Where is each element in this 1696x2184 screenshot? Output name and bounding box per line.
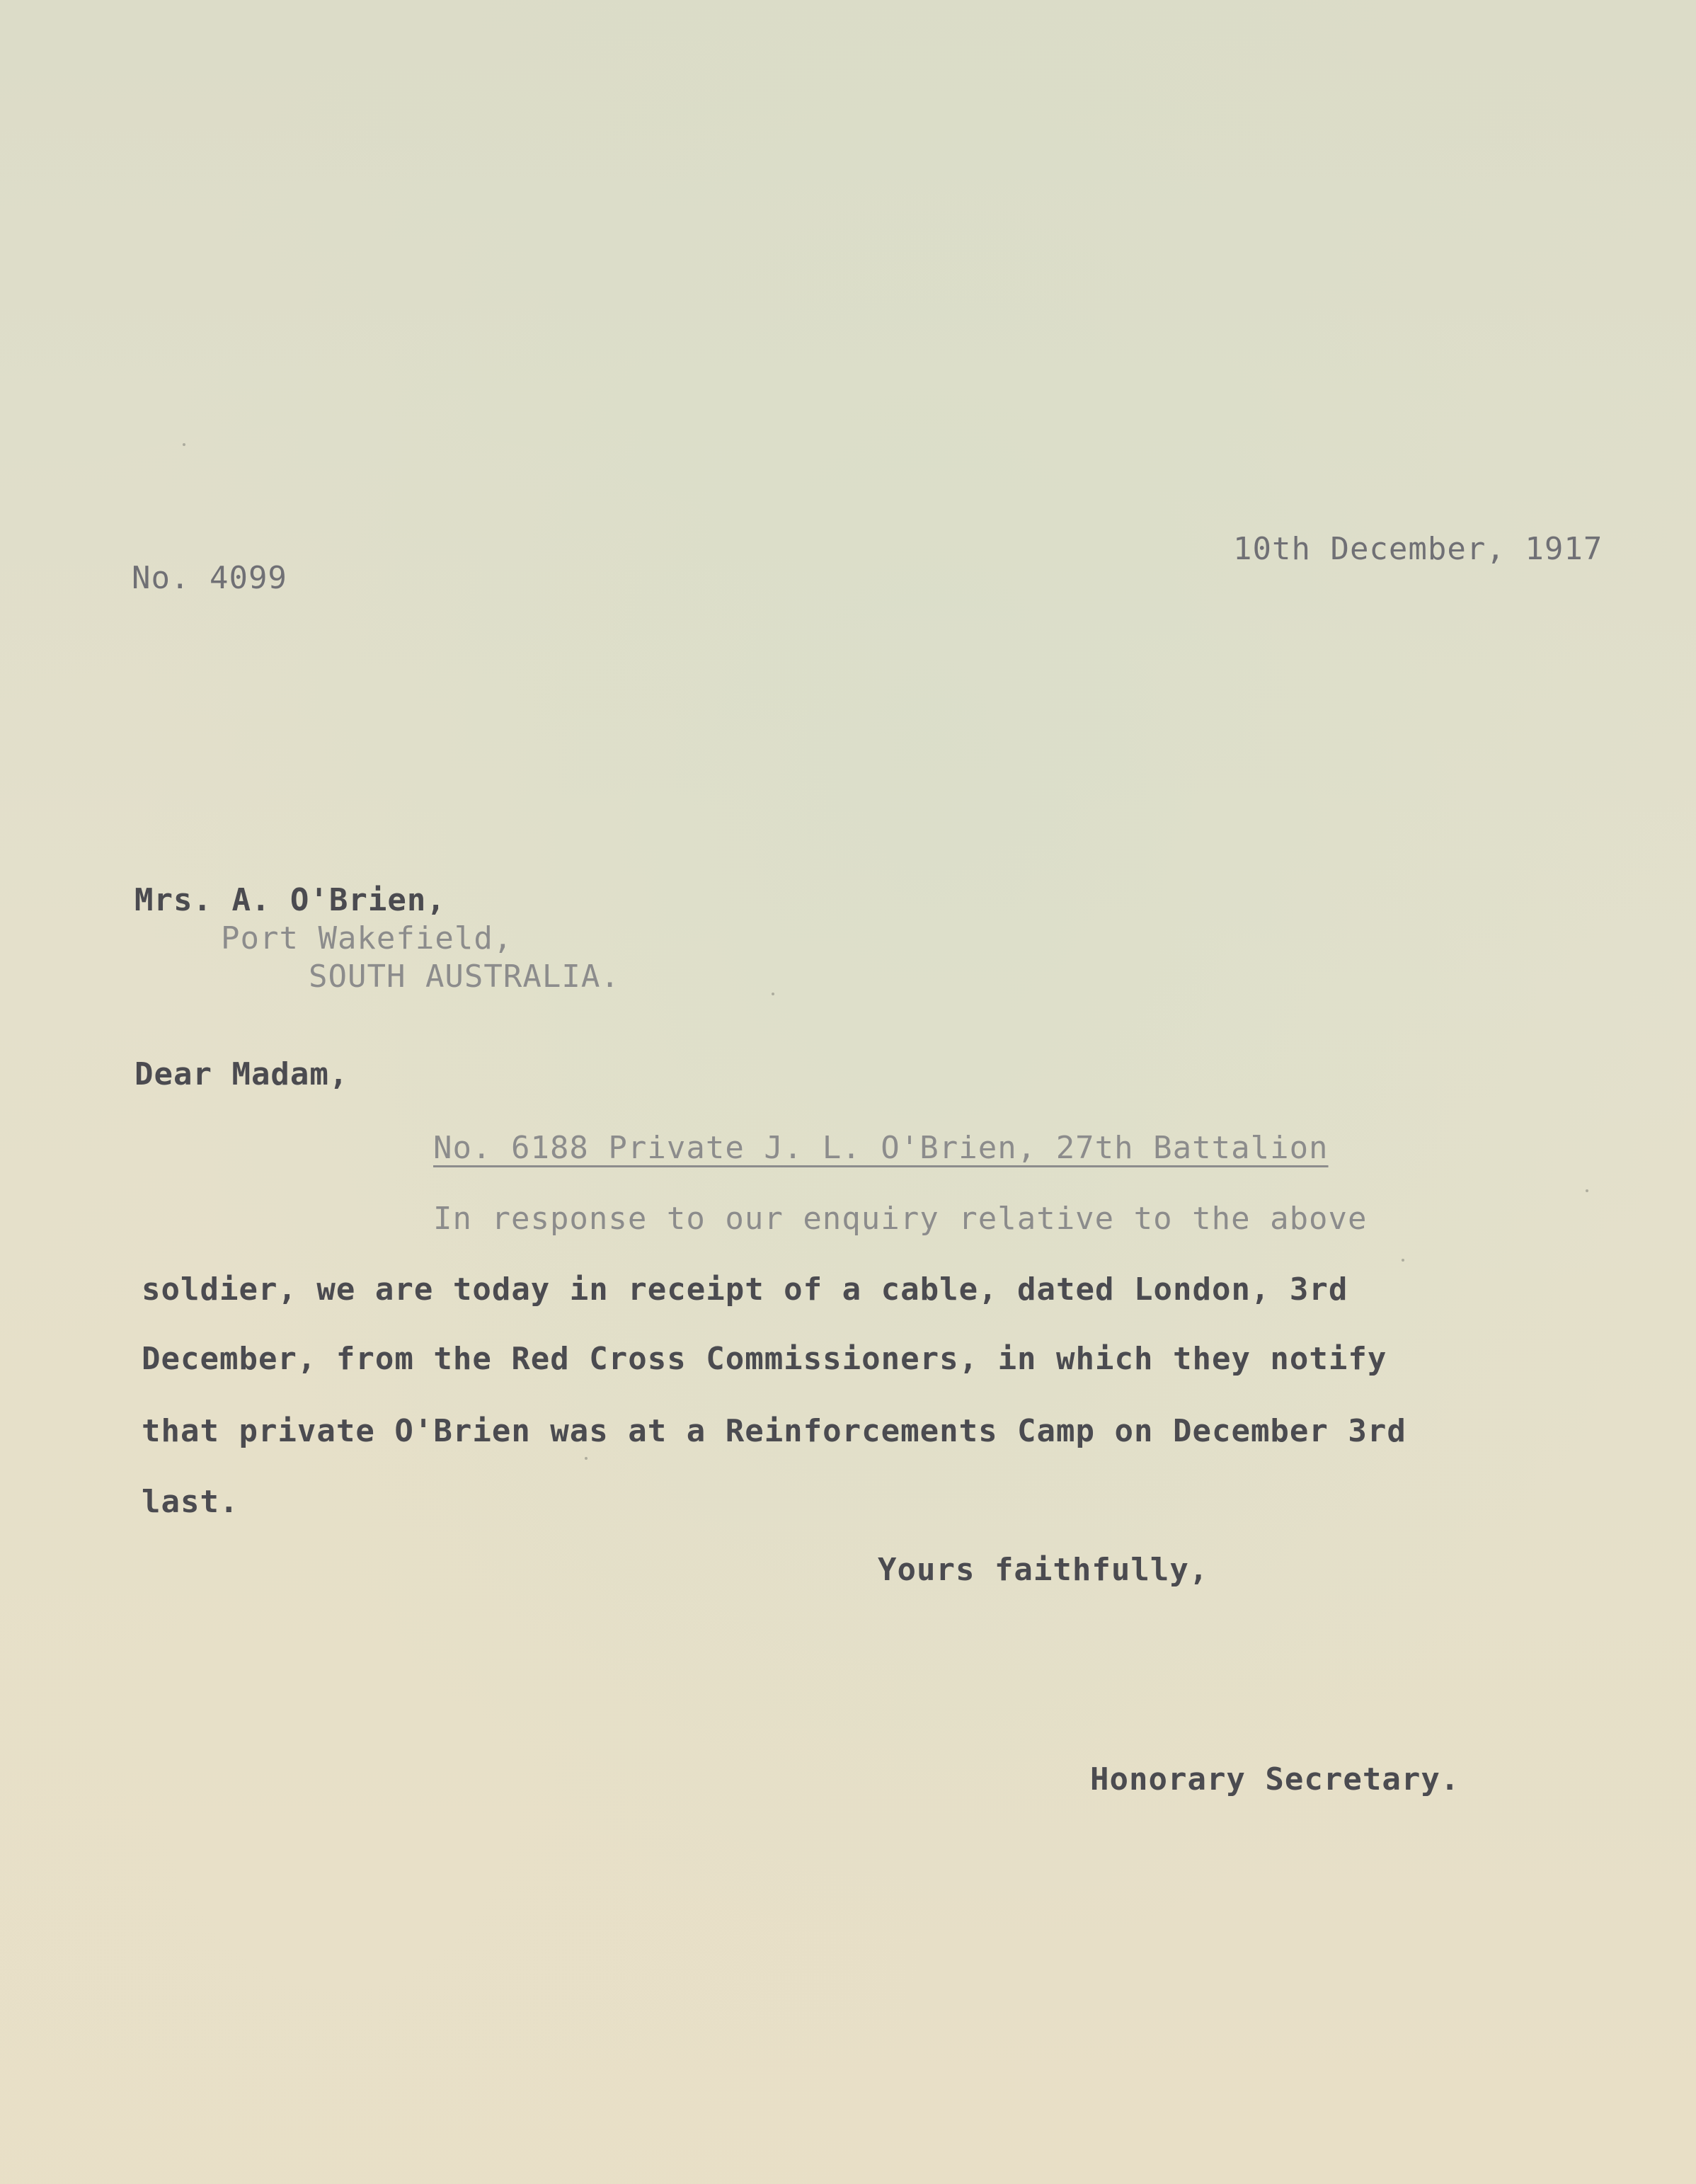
subject-line: No. 6188 Private J. L. O'Brien, 27th Battalion — [433, 1130, 1329, 1166]
paper-speck — [183, 443, 185, 446]
recipient-state: SOUTH AUSTRALIA. — [309, 959, 620, 995]
paper-speck — [585, 1457, 588, 1460]
paper-speck — [1586, 1189, 1588, 1192]
closing: Yours faithfully, — [878, 1552, 1209, 1588]
paper-speck — [772, 993, 774, 995]
body-line-2: soldier, we are today in receipt of a cable, dated London, 3rd — [142, 1271, 1348, 1308]
reference-number: No. 4099 — [132, 560, 287, 596]
body-line-1: In response to our enquiry relative to the above — [433, 1201, 1368, 1237]
letter-date: 10th December, 1917 — [1233, 531, 1603, 567]
salutation: Dear Madam, — [134, 1056, 349, 1092]
body-line-3: December, from the Red Cross Commissioners, in which they notify — [142, 1341, 1387, 1377]
paper-speck — [1402, 1259, 1404, 1262]
body-line-5: last. — [142, 1484, 239, 1520]
recipient-town: Port Wakefield, — [221, 920, 513, 956]
recipient-name: Mrs. A. O'Brien, — [134, 882, 446, 918]
body-line-4: that private O'Brien was at a Reinforcements Camp on December 3rd — [142, 1413, 1406, 1449]
signatory-title: Honorary Secretary. — [1090, 1761, 1460, 1797]
